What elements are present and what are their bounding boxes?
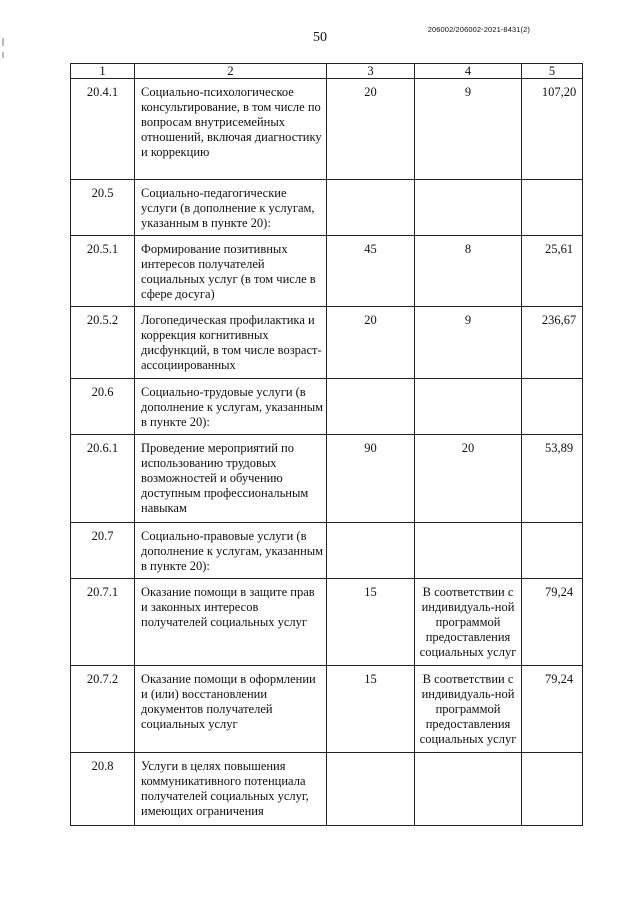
table-row: [71, 379, 583, 435]
table-row: [71, 753, 583, 826]
value-col-3: 90: [327, 435, 415, 523]
price-value: 107,20: [541, 85, 577, 99]
row-number: 20.5.2: [71, 307, 135, 379]
value-col-3: 15: [327, 666, 415, 753]
price-value: 53,89: [544, 441, 574, 455]
price-value: 25,61: [544, 242, 574, 256]
service-name: Социально-педагогические услуги (в дополнение к услугам, указанным в пункте 20):: [135, 180, 327, 236]
value-col-3: 20: [327, 79, 415, 180]
service-name: Социально-правовые услуги (в дополнение к услугам, указанным в пункте 20):: [135, 523, 327, 579]
value-col-3: 45: [327, 236, 415, 307]
column-header: 1: [71, 64, 135, 79]
service-name: Формирование позитивных интересов получателей социальных услуг (в том числе в сфере досуга): [135, 236, 327, 307]
value-col-5: [522, 579, 583, 666]
column-header: 4: [415, 64, 522, 79]
row-number: 20.5.1: [71, 236, 135, 307]
value-col-5: [522, 666, 583, 753]
document-id: 206002/206002-2021-8431(2): [427, 25, 530, 34]
value-col-5: [522, 236, 583, 307]
value-col-4: [415, 753, 522, 826]
row-number: 20.6: [71, 379, 135, 435]
table-row: [71, 79, 583, 180]
row-number: 20.7.1: [71, 579, 135, 666]
value-col-5: [522, 79, 583, 180]
price-value: 79,24: [544, 672, 574, 686]
table-row: [71, 666, 583, 753]
value-col-5: [522, 307, 583, 379]
service-name: Услуги в целях повышения коммуникативного потенциала получателей социальных услуг, имеющих ограничения: [135, 753, 327, 826]
table-row: [71, 307, 583, 379]
value-col-4: [415, 523, 522, 579]
row-number: 20.6.1: [71, 435, 135, 523]
table-row: [71, 435, 583, 523]
header-row: [71, 64, 583, 79]
value-col-4: 9: [415, 307, 522, 379]
table-row: [71, 180, 583, 236]
row-number: 20.4.1: [71, 79, 135, 180]
value-col-4: 8: [415, 236, 522, 307]
service-name: Социально-трудовые услуги (в дополнение к услугам, указанным в пункте 20):: [135, 379, 327, 435]
value-col-5: [522, 379, 583, 435]
row-number: 20.7: [71, 523, 135, 579]
price-value: 236,67: [541, 313, 577, 327]
services-table: [70, 63, 583, 826]
value-col-3: 20: [327, 307, 415, 379]
value-col-5: [522, 435, 583, 523]
price-value: 79,24: [544, 585, 574, 599]
value-col-4: В соответствии с индивидуаль-ной программой предоставления социальных услуг: [415, 666, 522, 753]
row-number: 20.5: [71, 180, 135, 236]
column-header: 2: [135, 64, 327, 79]
value-col-3: [327, 523, 415, 579]
service-name: Социально-психологическое консультирование, в том числе по вопросам внутрисемейных отношений, включая диагностику и коррекцию: [135, 79, 327, 180]
column-header: 3: [327, 64, 415, 79]
service-name: Логопедическая профилактика и коррекция когнитивных дисфункций, в том числе возраст-ассоциированных: [135, 307, 327, 379]
value-col-4: В соответствии с индивидуаль-ной программой предоставления социальных услуг: [415, 579, 522, 666]
value-col-3: [327, 379, 415, 435]
table-row: [71, 523, 583, 579]
value-col-5: [522, 180, 583, 236]
value-col-5: [522, 523, 583, 579]
value-col-4: 9: [415, 79, 522, 180]
scan-mark: [2, 52, 4, 58]
table-row: [71, 236, 583, 307]
service-name: Оказание помощи в оформлении и (или) восстановлении документов получателей социальных услуг: [135, 666, 327, 753]
value-col-3: 15: [327, 579, 415, 666]
scan-mark: [2, 38, 4, 46]
value-col-5: [522, 753, 583, 826]
table-row: [71, 579, 583, 666]
value-col-4: [415, 180, 522, 236]
value-col-4: 20: [415, 435, 522, 523]
row-number: 20.7.2: [71, 666, 135, 753]
value-col-3: [327, 753, 415, 826]
service-name: Оказание помощи в защите прав и законных интересов получателей социальных услуг: [135, 579, 327, 666]
service-name: Проведение мероприятий по использованию трудовых возможностей и обучению доступным профессиональным навыкам: [135, 435, 327, 523]
page-number: 50: [313, 30, 327, 45]
value-col-4: [415, 379, 522, 435]
row-number: 20.8: [71, 753, 135, 826]
column-header: 5: [522, 64, 583, 79]
value-col-3: [327, 180, 415, 236]
